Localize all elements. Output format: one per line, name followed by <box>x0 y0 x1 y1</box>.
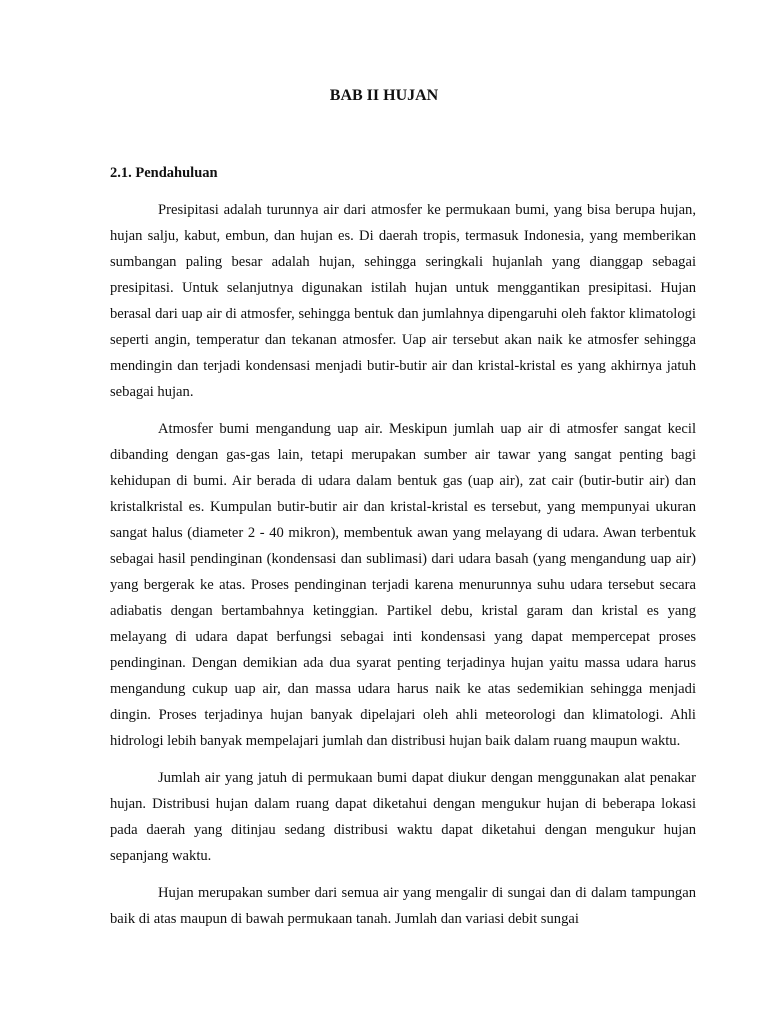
paragraph-4: Hujan merupakan sumber dari semua air yang mengalir di sungai dan di dalam tampungan baik di atas maupun di bawah permukaan tanah. Jumlah dan variasi debit sungai <box>110 885 696 927</box>
body-text <box>110 197 696 932</box>
paragraph-1: Presipitasi adalah turunnya air dari atmosfer ke permukaan bumi, yang bisa berupa hujan, hujan salju, kabut, embun, dan hujan es. Di daerah tropis, termasuk Indonesia, yang memberikan sumbangan paling besar adalah hujan, sehingga seringkali hujanlah yang dianggap sebagai presipitasi. Untuk selanjutnya digunakan istilah hujan untuk menggantikan presipitasi. Hujan berasal dari uap air di atmosfer, sehingga bentuk dan jumlahnya dipengaruhi oleh faktor klimatologi seperti angin, temperatur dan tekanan atmosfer. Uap air tersebut akan naik ke atmosfer sehingga mendingin dan terjadi kondensasi menjadi butir-butir air dan kristal-kristal es yang akhirnya jatuh sebagai hujan. <box>110 202 696 400</box>
paragraph-3: Jumlah air yang jatuh di permukaan bumi dapat diukur dengan menggunakan alat penakar hujan. Distribusi hujan dalam ruang dapat diketahui dengan mengukur hujan di beberapa lokasi pada daerah yang ditinjau sedang distribusi waktu dapat diketahui dengan mengukur hujan sepanjang waktu. <box>110 770 696 864</box>
page-title: BAB II HUJAN <box>329 87 439 104</box>
paragraph-2: Atmosfer bumi mengandung uap air. Meskipun jumlah uap air di atmosfer sangat kecil dibanding dengan gas-gas lain, tetapi merupakan sumber air tawar yang sangat penting bagi kehidupan di bumi. Air berada di udara dalam bentuk gas (uap air), zat cair (butir-butir air) dan kristalkristal es. Kumpulan butir-butir air dan kristal-kristal es tersebut, yang mempunyai ukuran sangat halus (diameter 2 - 40 mikron), membentuk awan yang melayang di udara. Awan terbentuk sebagai hasil pendinginan (kondensasi dan sublimasi) dari udara basah (yang mengandung uap air) yang bergerak ke atas. Proses pendinginan terjadi karena menurunnya suhu udara tersebut secara adiabatis dengan bertambahnya ketinggian. Partikel debu, kristal garam dan kristal es yang melayang di udara dapat berfungsi sebagai inti kondensasi yang dapat mempercepat proses pendinginan. Dengan demikian ada dua syarat penting terjadinya hujan yaitu massa udara harus mengandung cukup uap air, dan massa udara harus naik ke atas sedemikian sehingga menjadi dingin. Proses terjadinya hujan banyak dipelajari oleh ahli meteorologi dan klimatologi. Ahli hidrologi lebih banyak mempelajari jumlah dan distribusi hujan baik dalam ruang maupun waktu. <box>110 421 696 749</box>
section-heading: 2.1. Pendahuluan <box>110 165 218 181</box>
